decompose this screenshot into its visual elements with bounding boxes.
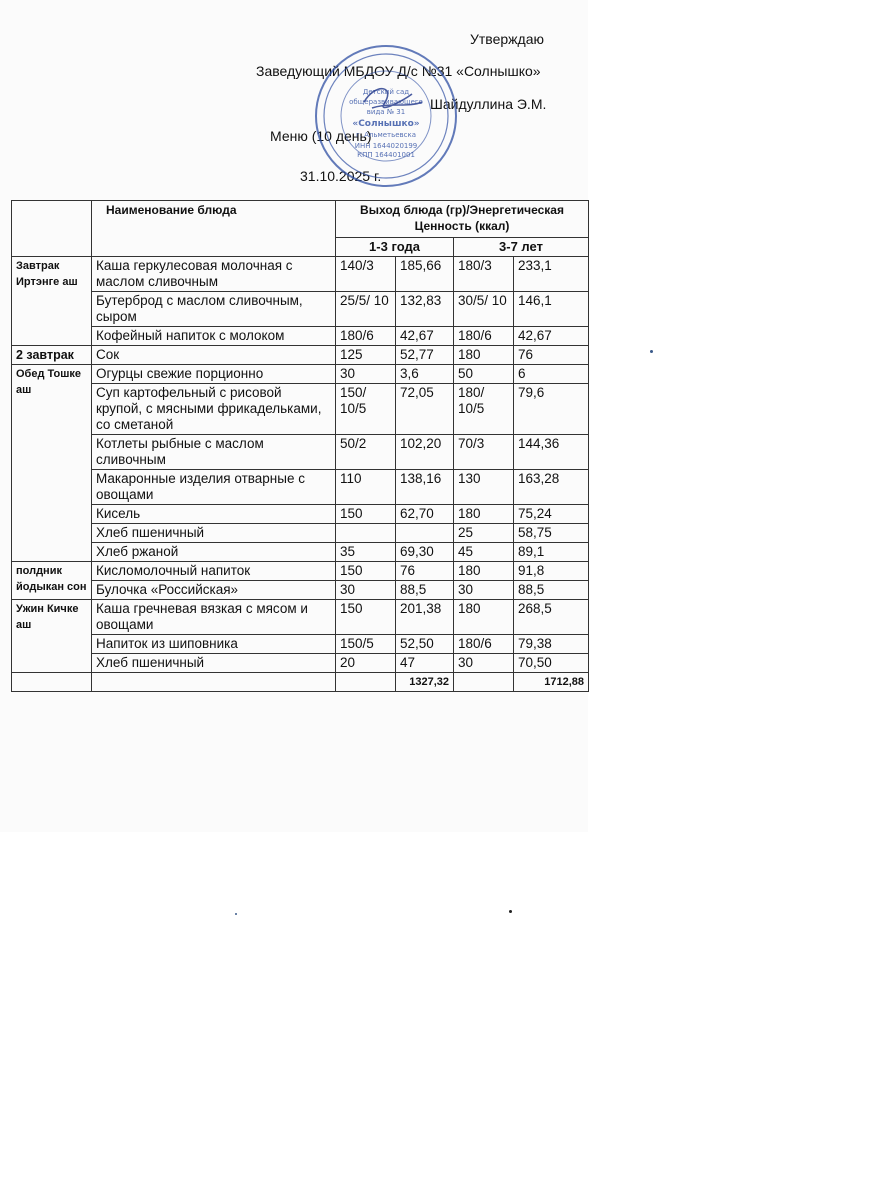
menu-title: Меню (10 день) <box>270 128 372 144</box>
head-name: Шайдуллина Э.М. <box>430 96 547 112</box>
header-empty-cell <box>12 201 92 257</box>
stamp-text: вида № 31 <box>366 108 406 116</box>
menu-table <box>11 200 589 692</box>
stamp-text: г. Альметьевска <box>355 131 417 139</box>
dish-name-cell: Бутерброд с маслом сливочным, сыром <box>92 292 336 327</box>
scan-speck <box>650 350 653 353</box>
output-1-3-cell: 30 <box>336 581 396 600</box>
output-3-7-cell: 180/ 10/5 <box>454 384 514 435</box>
meal-name-cell: 2 завтрак <box>12 346 92 365</box>
output-1-3-cell: 150 <box>336 562 396 581</box>
kcal-1-3-cell: 76 <box>396 562 454 581</box>
dish-name-cell: Каша геркулесовая молочная с маслом сливочным <box>92 257 336 292</box>
kcal-3-7-cell: 163,28 <box>514 470 589 505</box>
output-3-7-cell: 180 <box>454 505 514 524</box>
dish-name-cell: Котлеты рыбные с маслом сливочным <box>92 435 336 470</box>
output-3-7-cell: 180/6 <box>454 635 514 654</box>
table-row <box>12 365 589 384</box>
scan-speck <box>235 913 237 915</box>
output-1-3-cell: 110 <box>336 470 396 505</box>
output-1-3-cell: 150/ 10/5 <box>336 384 396 435</box>
age-group-1-3: 1-3 года <box>336 238 454 257</box>
output-3-7-cell: 30 <box>454 581 514 600</box>
total-kcal-3-7: 1712,88 <box>514 673 589 692</box>
totals-empty-cell <box>92 673 336 692</box>
kcal-3-7-cell: 75,24 <box>514 505 589 524</box>
kcal-1-3-cell: 132,83 <box>396 292 454 327</box>
kcal-3-7-cell: 233,1 <box>514 257 589 292</box>
meal-name-cell: Обед Тошке аш <box>12 365 92 562</box>
output-3-7-cell: 50 <box>454 365 514 384</box>
table-header-row <box>12 201 589 238</box>
stamp-text: «Солнышко» <box>352 119 420 129</box>
dish-name-cell: Напиток из шиповника <box>92 635 336 654</box>
output-1-3-cell: 20 <box>336 654 396 673</box>
kcal-1-3-cell: 102,20 <box>396 435 454 470</box>
kcal-3-7-cell: 42,67 <box>514 327 589 346</box>
kcal-1-3-cell: 72,05 <box>396 384 454 435</box>
table-row <box>12 562 589 581</box>
kcal-3-7-cell: 79,6 <box>514 384 589 435</box>
kcal-3-7-cell: 79,38 <box>514 635 589 654</box>
table-row <box>12 257 589 292</box>
stamp-text: КПП 164401001 <box>357 151 415 159</box>
dish-name-cell: Хлеб ржаной <box>92 543 336 562</box>
dish-name-cell: Сок <box>92 346 336 365</box>
output-3-7-cell: 180/6 <box>454 327 514 346</box>
output-3-7-cell: 45 <box>454 543 514 562</box>
kcal-1-3-cell: 52,77 <box>396 346 454 365</box>
table-row <box>12 635 589 654</box>
column-dish-header: Наименование блюда <box>92 201 336 257</box>
column-output-header: Выход блюда (гр)/Энергетическая Ценность (ккал) <box>336 201 589 238</box>
dish-name-cell: Булочка «Российская» <box>92 581 336 600</box>
table-row <box>12 581 589 600</box>
output-3-7-cell: 180/3 <box>454 257 514 292</box>
kcal-1-3-cell: 3,6 <box>396 365 454 384</box>
kcal-3-7-cell: 88,5 <box>514 581 589 600</box>
table-row <box>12 600 589 635</box>
table-row <box>12 524 589 543</box>
kcal-1-3-cell: 52,50 <box>396 635 454 654</box>
output-1-3-cell: 180/6 <box>336 327 396 346</box>
table-row <box>12 543 589 562</box>
stamp-text: Детский сад <box>362 88 410 96</box>
dish-name-cell: Огурцы свежие порционно <box>92 365 336 384</box>
approval-label: Утверждаю <box>470 31 544 47</box>
table-row <box>12 654 589 673</box>
output-1-3-cell: 30 <box>336 365 396 384</box>
output-3-7-cell: 180 <box>454 346 514 365</box>
output-3-7-cell: 30 <box>454 654 514 673</box>
age-group-3-7: 3-7 лет <box>454 238 589 257</box>
totals-empty-cell <box>454 673 514 692</box>
output-3-7-cell: 30/5/ 10 <box>454 292 514 327</box>
table-row <box>12 505 589 524</box>
stamp-text: ИНН 1644020199 <box>354 142 418 150</box>
total-kcal-1-3: 1327,32 <box>396 673 454 692</box>
kcal-3-7-cell: 146,1 <box>514 292 589 327</box>
output-1-3-cell: 150 <box>336 600 396 635</box>
output-3-7-cell: 70/3 <box>454 435 514 470</box>
kcal-3-7-cell: 91,8 <box>514 562 589 581</box>
kcal-3-7-cell: 89,1 <box>514 543 589 562</box>
table-row <box>12 435 589 470</box>
kcal-1-3-cell: 42,67 <box>396 327 454 346</box>
dish-name-cell: Каша гречневая вязкая с мясом и овощами <box>92 600 336 635</box>
output-1-3-cell: 50/2 <box>336 435 396 470</box>
kcal-3-7-cell: 58,75 <box>514 524 589 543</box>
kcal-1-3-cell: 88,5 <box>396 581 454 600</box>
official-stamp <box>312 42 460 190</box>
kcal-3-7-cell: 76 <box>514 346 589 365</box>
totals-empty-cell <box>12 673 92 692</box>
output-3-7-cell: 25 <box>454 524 514 543</box>
output-1-3-cell: 25/5/ 10 <box>336 292 396 327</box>
table-row <box>12 346 589 365</box>
stamp-text: общеразвивающего <box>349 98 423 106</box>
kcal-1-3-cell: 62,70 <box>396 505 454 524</box>
kcal-1-3-cell: 185,66 <box>396 257 454 292</box>
meal-name-cell: Ужин Кичке аш <box>12 600 92 673</box>
output-1-3-cell: 125 <box>336 346 396 365</box>
menu-date: 31.10.2025 г. <box>300 168 382 184</box>
output-3-7-cell: 180 <box>454 600 514 635</box>
totals-row <box>12 673 589 692</box>
dish-name-cell: Хлеб пшеничный <box>92 524 336 543</box>
kcal-1-3-cell: 201,38 <box>396 600 454 635</box>
output-3-7-cell: 180 <box>454 562 514 581</box>
totals-empty-cell <box>336 673 396 692</box>
meal-name-cell: Завтрак Иртэнге аш <box>12 257 92 346</box>
dish-name-cell: Суп картофельный с рисовой крупой, с мясными фрикадельками, со сметаной <box>92 384 336 435</box>
dish-name-cell: Хлеб пшеничный <box>92 654 336 673</box>
kcal-3-7-cell: 70,50 <box>514 654 589 673</box>
dish-name-cell: Макаронные изделия отварные с овощами <box>92 470 336 505</box>
output-1-3-cell: 140/3 <box>336 257 396 292</box>
kcal-1-3-cell <box>396 524 454 543</box>
head-position: Заведующий МБДОУ Д/с №31 «Солнышко» <box>256 63 541 79</box>
table-row <box>12 470 589 505</box>
kcal-1-3-cell: 47 <box>396 654 454 673</box>
table-row <box>12 292 589 327</box>
output-1-3-cell: 35 <box>336 543 396 562</box>
kcal-1-3-cell: 69,30 <box>396 543 454 562</box>
dish-name-cell: Кисломолочный напиток <box>92 562 336 581</box>
output-1-3-cell: 150 <box>336 505 396 524</box>
dish-name-cell: Кофейный напиток с молоком <box>92 327 336 346</box>
output-1-3-cell: 150/5 <box>336 635 396 654</box>
kcal-3-7-cell: 6 <box>514 365 589 384</box>
table-row <box>12 327 589 346</box>
output-3-7-cell: 130 <box>454 470 514 505</box>
scan-speck <box>509 910 512 913</box>
kcal-3-7-cell: 144,36 <box>514 435 589 470</box>
dish-name-cell: Кисель <box>92 505 336 524</box>
table-row <box>12 384 589 435</box>
output-1-3-cell <box>336 524 396 543</box>
kcal-1-3-cell: 138,16 <box>396 470 454 505</box>
kcal-3-7-cell: 268,5 <box>514 600 589 635</box>
meal-name-cell: полдник йодыкан сон <box>12 562 92 600</box>
